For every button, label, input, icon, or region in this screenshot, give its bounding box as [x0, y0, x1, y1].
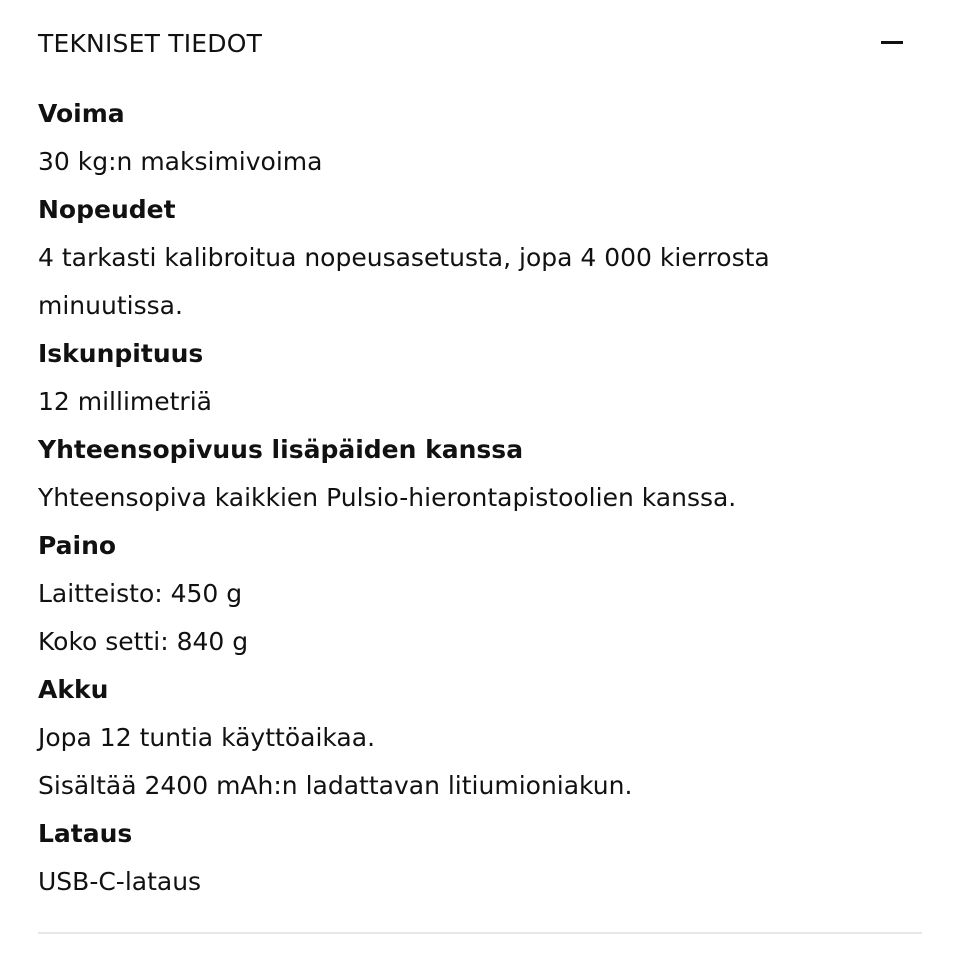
spec-title: Lataus — [38, 819, 133, 848]
spec-value: Yhteensopiva kaikkien Pulsio-hierontapistoolien kanssa. — [38, 483, 737, 512]
spec-title: Yhteensopivuus lisäpäiden kanssa — [38, 435, 524, 464]
section-title: TEKNISET TIEDOT — [38, 28, 263, 58]
spec-item-paino — [38, 522, 922, 666]
spec-value: Jopa 12 tuntia käyttöaikaa. — [38, 723, 376, 752]
spec-title: Voima — [38, 99, 125, 128]
minus-icon — [881, 41, 903, 44]
spec-list — [38, 84, 922, 906]
spec-value: USB-C-lataus — [38, 867, 202, 896]
spec-title: Nopeudet — [38, 195, 176, 224]
collapse-toggle[interactable] — [880, 30, 904, 54]
spec-item-nopeudet — [38, 186, 922, 330]
spec-title: Iskunpituus — [38, 339, 204, 368]
spec-value: Koko setti: 840 g — [38, 627, 249, 656]
spec-title: Akku — [38, 675, 109, 704]
spec-item-voima — [38, 90, 922, 186]
spec-item-akku — [38, 666, 922, 810]
spec-value: minuutissa. — [38, 291, 183, 320]
spec-item-lataus — [38, 810, 922, 906]
accordion-header[interactable] — [38, 0, 922, 84]
spec-value: 30 kg:n maksimivoima — [38, 147, 323, 176]
spec-value: 12 millimetriä — [38, 387, 212, 416]
spec-value: Sisältää 2400 mAh:n ladattavan litiumioniakun. — [38, 771, 633, 800]
spec-value: 4 tarkasti kalibroitua nopeusasetusta, jopa 4 000 kierrosta — [38, 243, 770, 272]
spec-title: Paino — [38, 531, 117, 560]
section-divider — [38, 932, 922, 934]
spec-value: Laitteisto: 450 g — [38, 579, 243, 608]
spec-item-iskunpituus — [38, 330, 922, 426]
spec-item-yhteensopivuus — [38, 426, 922, 522]
